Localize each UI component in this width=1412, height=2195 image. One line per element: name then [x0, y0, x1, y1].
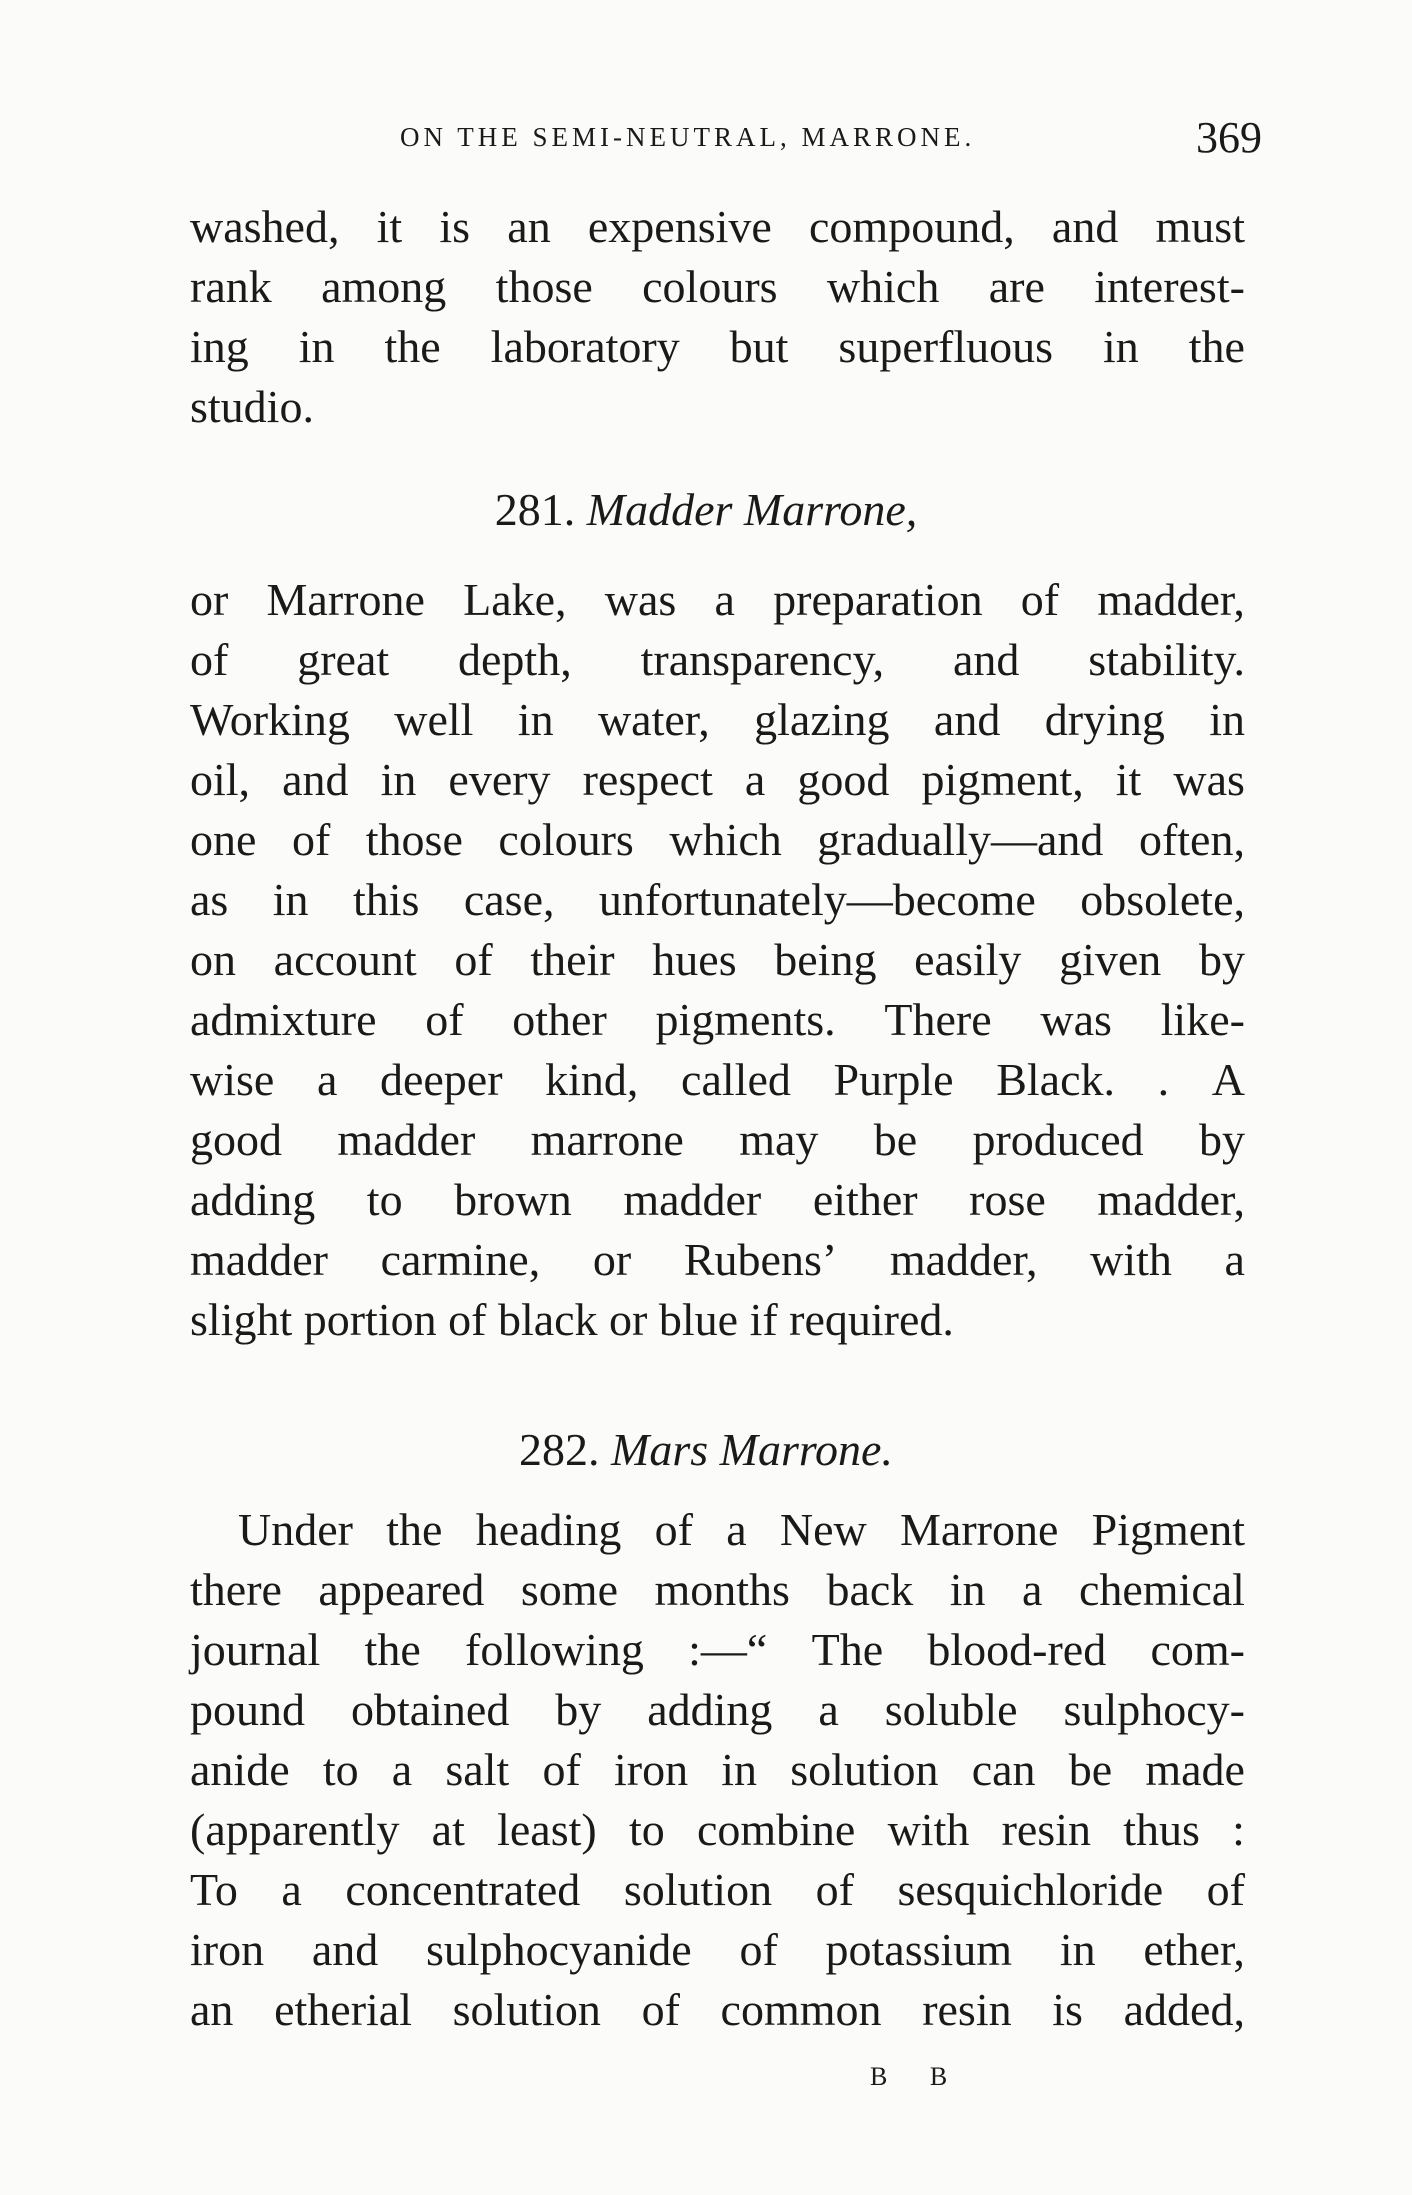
paragraph-3: [190, 1500, 1245, 2040]
text-line: adding to brown madder either rose madder,: [190, 1174, 1245, 1225]
running-title: ON THE SEMI-NEUTRAL, MARRONE.: [400, 122, 976, 152]
text-line: studio.: [190, 381, 314, 432]
paragraph-1: [190, 197, 1245, 437]
text-line: good madder marrone may be produced by: [190, 1114, 1245, 1165]
text-line: madder carmine, or Rubens’ madder, with a: [190, 1234, 1245, 1285]
running-head: [190, 112, 1262, 172]
text-line: To a concentrated solution of sesquichloride of: [190, 1864, 1245, 1915]
section-heading-281: [0, 480, 1412, 540]
text-line: as in this case, unfortunately—become obsolete,: [190, 874, 1245, 925]
text-line: one of those colours which gradually—and often,: [190, 814, 1245, 865]
section-title: Madder Marrone,: [586, 484, 918, 535]
text-line: on account of their hues being easily given by: [190, 934, 1245, 985]
text-line: an etherial solution of common resin is added,: [190, 1984, 1245, 2035]
text-line: or Marrone Lake, was a preparation of madder,: [190, 574, 1245, 625]
text-line: Under the heading of a New Marrone Pigment: [238, 1504, 1245, 1555]
text-line: pound obtained by adding a soluble sulphocy-: [190, 1684, 1245, 1735]
paragraph-2: [190, 570, 1245, 1350]
text-line: admixture of other pigments. There was like-: [190, 994, 1245, 1045]
text-line: there appeared some months back in a chemical: [190, 1564, 1245, 1615]
page-number: 369: [1196, 113, 1262, 162]
text-line: wise a deeper kind, called Purple Black. . A: [190, 1054, 1245, 1105]
text-line: oil, and in every respect a good pigment, it was: [190, 754, 1245, 805]
text-line: rank among those colours which are interest-: [190, 261, 1245, 312]
text-line: anide to a salt of iron in solution can be made: [190, 1744, 1245, 1795]
text-line: journal the following :—“ The blood-red com-: [190, 1624, 1245, 1675]
text-line: iron and sulphocyanide of potassium in ether,: [190, 1924, 1245, 1975]
text-line: washed, it is an expensive compound, and must: [190, 201, 1245, 252]
text-line: slight portion of black or blue if required.: [190, 1294, 954, 1345]
section-title: Mars Marrone.: [611, 1424, 893, 1475]
signature-mark: B B: [870, 2062, 966, 2091]
text-line: of great depth, transparency, and stability.: [190, 634, 1245, 685]
section-number: 281.: [494, 484, 576, 535]
section-number: 282.: [519, 1424, 600, 1475]
text-line: (apparently at least) to combine with resin thus :: [190, 1804, 1245, 1855]
text-line: Working well in water, glazing and drying in: [190, 694, 1245, 745]
text-line: ing in the laboratory but superfluous in the: [190, 321, 1245, 372]
section-heading-282: [0, 1420, 1412, 1480]
